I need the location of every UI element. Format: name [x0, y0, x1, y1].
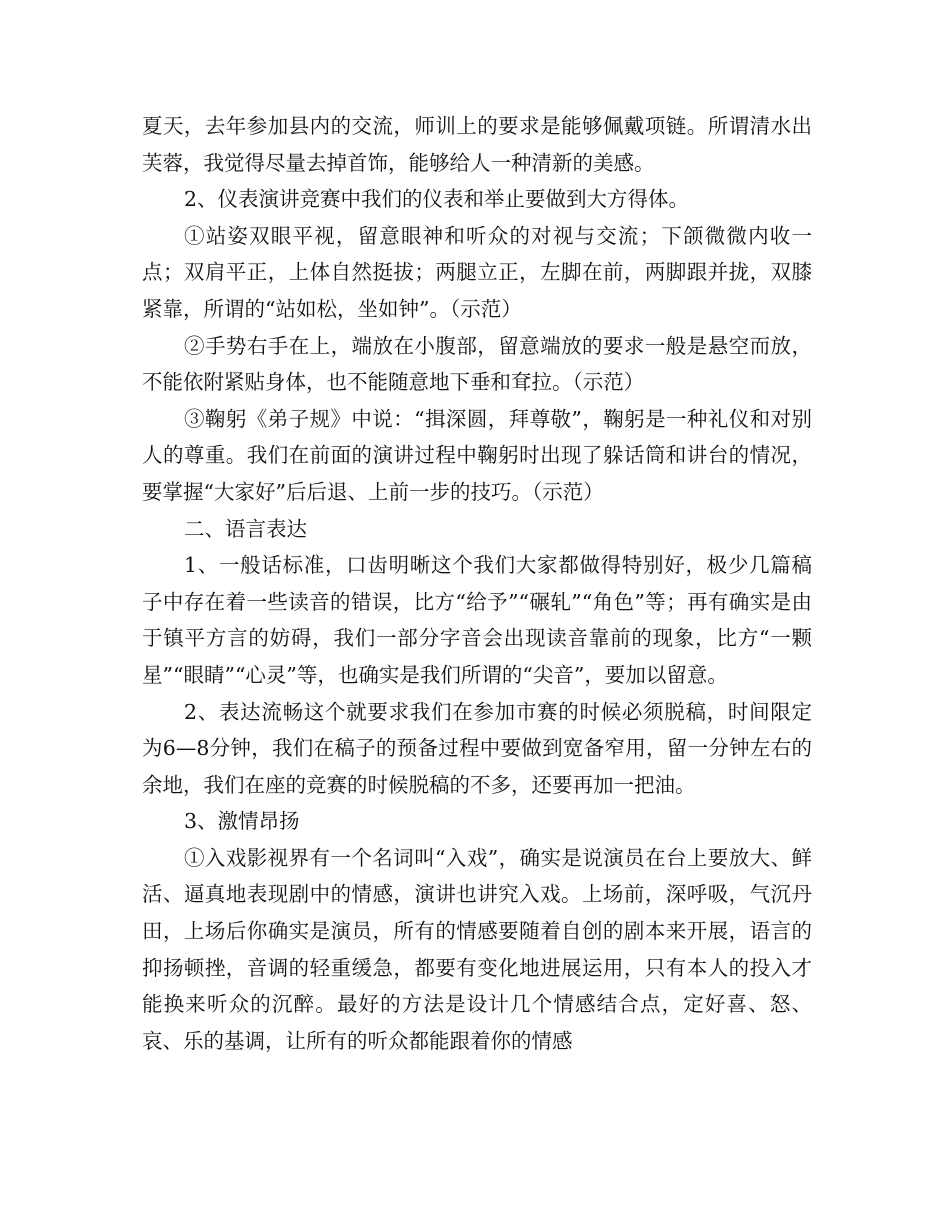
paragraph: ③鞠躬《弟子规》中说：“揖深圆，拜尊敬”，鞠躬是一种礼仪和对别人的尊重。我们在前面的演讲过程中鞠躬时出现了躲话筒和讲台的情况，要掌握“大家好”后后退、上前一步的技巧。（示范）	[142, 406, 812, 504]
paragraph: ①入戏影视界有一个名词叫“入戏”，确实是说演员在台上要放大、鲜活、逼真地表现剧中的情感，演讲也讲究入戏。上场前，深呼吸，气沉丹田，上场后你确实是演员，所有的情感要随着自创的剧本来开展，语言的抑扬顿挫，音调的轻重缓急，都要有变化地进展运用，只有本人的投入才能换来听众的沉醉。最好的方法是设计几个情感结合点，定好喜、怒、哀、乐的基调，让所有的听众都能跟着你的情感	[142, 845, 812, 1053]
paragraph: 夏天，去年参加县内的交流，师训上的要求是能够佩戴项链。所谓清水出芙蓉，我觉得尽量去掉首饰，能够给人一种清新的美感。	[142, 114, 812, 175]
paragraph: 1、一般话标准，口齿明晰这个我们大家都做得特别好，极少几篇稿子中存在着一些读音的错误，比方“给予”“碾轧”“角色”等；再有确实是由于镇平方言的妨碍，我们一部分字音会出现读音靠前的现象，比方“一颗星”“眼睛”“心灵”等，也确实是我们所谓的“尖音”，要加以留意。	[142, 553, 812, 687]
paragraph: 2、仪表演讲竞赛中我们的仪表和举止要做到大方得体。	[184, 187, 690, 212]
section-heading: 二、语言表达	[184, 516, 307, 541]
document-body	[142, 108, 812, 1059]
paragraph: ①站姿双眼平视，留意眼神和听众的对视与交流；下颌微微内收一点；双肩平正，上体自然挺拔；两腿立正，左脚在前，两脚跟并拢，双膝紧靠，所谓的“站如松，坐如钟”。（示范）	[142, 223, 812, 321]
paragraph: 2、表达流畅这个就要求我们在参加市赛的时候必须脱稿，时间限定为6—8分钟，我们在稿子的预备过程中要做到宽备窄用，留一分钟左右的余地，我们在座的竞赛的时候脱稿的不多，还要再加一把油。	[142, 699, 812, 797]
subheading: 3、激情昂扬	[184, 809, 300, 834]
paragraph: ②手势右手在上，端放在小腹部，留意端放的要求一般是悬空而放，不能依附紧贴身体，也不能随意地下垂和耷拉。（示范）	[142, 333, 812, 395]
